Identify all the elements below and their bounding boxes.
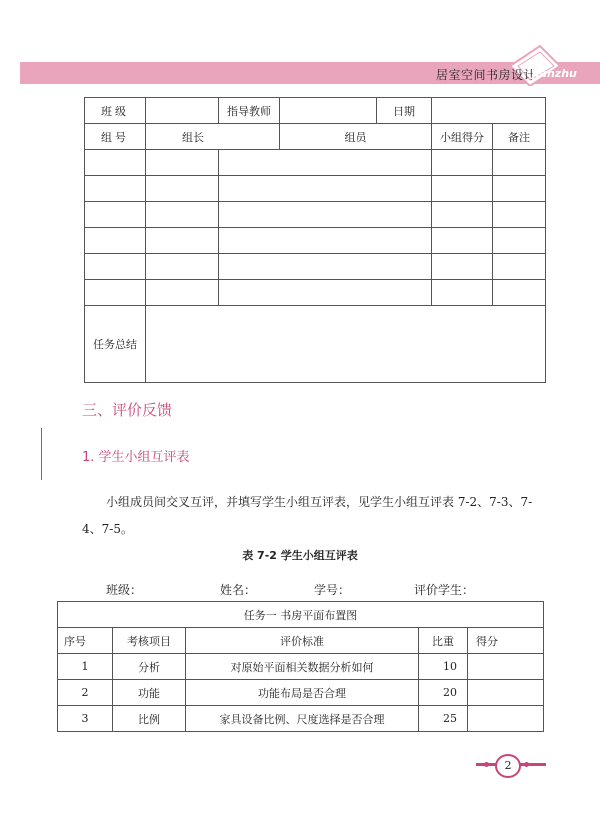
table-row (85, 228, 546, 254)
summary-label: 任务总结 (85, 306, 146, 383)
body-paragraph: 小组成员间交叉互评，并填写学生小组互评表，见学生小组互评表 7-2、7-3、7-4、7-5。 (82, 495, 533, 536)
table-row: 3 比例 家具设备比例、尺度选择是否合理 25 (58, 706, 544, 732)
class-value[interactable] (146, 98, 219, 124)
column-header: 组号 (85, 124, 146, 150)
teacher-value[interactable] (280, 98, 377, 124)
info-name: 姓名： (220, 583, 257, 597)
teacher-label: 指导教师 (219, 98, 280, 124)
summary-value[interactable] (146, 306, 546, 383)
side-rule (41, 428, 42, 480)
page-dot-icon (524, 762, 529, 767)
date-label: 日期 (377, 98, 432, 124)
evaluation-table (57, 601, 544, 732)
column-header: 组员 (280, 124, 432, 150)
header-logo-text: jianzhu (532, 67, 577, 80)
table-row: 2 功能 功能布局是否合理 20 (58, 680, 544, 706)
column-header: 序号 (58, 628, 113, 654)
table-row (85, 150, 546, 176)
class-label: 班级 (85, 98, 146, 124)
page-number: 2 (495, 754, 521, 778)
header-title: 居室空间书房设计 (436, 68, 537, 82)
table-caption: 表 7-2 学生小组互评表 (242, 549, 358, 562)
page-dot-icon (484, 762, 489, 767)
column-header: 组长 (146, 124, 280, 150)
table-row: 1 分析 对原始平面相关数据分析如何 10 (58, 654, 544, 680)
table-row (85, 280, 546, 306)
column-header: 小组得分 (432, 124, 493, 150)
info-student-id: 学号： (314, 583, 351, 597)
sub-heading: 1. 学生小组互评表 (82, 450, 190, 465)
info-class: 班级： (106, 583, 143, 597)
column-header: 考核项目 (113, 628, 186, 654)
column-header: 得分 (468, 628, 544, 654)
section-heading: 三、评价反馈 (82, 401, 173, 419)
info-evaluator: 评价学生： (414, 583, 475, 597)
column-header: 评价标准 (186, 628, 419, 654)
column-header: 比重 (419, 628, 468, 654)
date-value[interactable] (432, 98, 546, 124)
task-title: 任务一 书房平面布置图 (58, 602, 544, 628)
table-row (85, 202, 546, 228)
table-row (85, 254, 546, 280)
group-form-table (84, 97, 546, 383)
column-header: 备注 (493, 124, 546, 150)
table-row (85, 176, 546, 202)
